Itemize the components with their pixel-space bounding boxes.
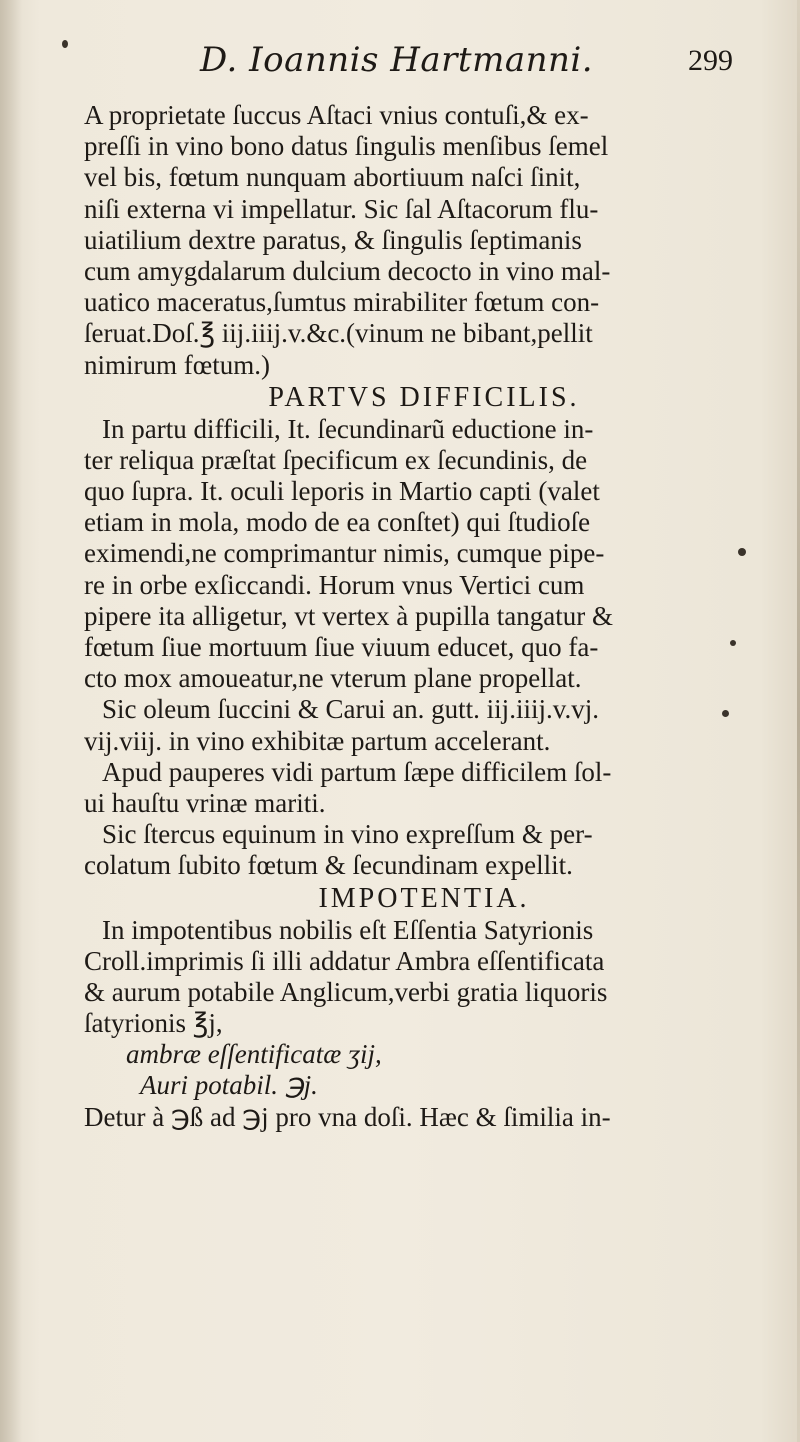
text-line: eximendi,ne comprimantur nimis, cumque pipe-: [84, 538, 605, 569]
formula-line: ambræ eſſentificatæ ʒij,: [126, 1039, 382, 1070]
text-line: pipere ita alligetur, vt vertex à pupilla tangatur &: [84, 600, 613, 631]
text-line: ſeruat.Doſ.℥ iij.iiij.v.&c.(vinum ne bibant,pellit: [84, 318, 593, 349]
text-line: In partu difficili, It. ſecundinarũ eductione in-: [102, 413, 594, 444]
text-line: A proprietate ſuccus Aſtaci vnius contuſi,& ex-: [84, 100, 589, 130]
text-line: uiatilium dextre paratus, & ſingulis ſeptimanis: [84, 224, 582, 255]
text-line: Detur à ℈ß ad ℈j pro vna doſi. Hæc & ſimilia in-: [84, 1101, 611, 1132]
text-line: ter reliqua præſtat ſpecificum ex ſecundinis, de: [84, 444, 588, 475]
text-line: & aurum potabile Anglicum,verbi gratia liquoris: [84, 976, 608, 1007]
text-line: Sic oleum ſuccini & Carui an. gutt. iij.iiij.v.vj.: [102, 694, 599, 725]
text-line: ui hauſtu vrinæ mariti.: [84, 787, 326, 818]
text-line: uatico maceratus,ſumtus mirabiliter fœtum con-: [84, 287, 600, 318]
text-line: cum amygdalarum dulcium decocto in vino mal-: [84, 255, 611, 286]
ink-speck: [62, 40, 68, 48]
text-line: Croll.imprimis ſi illi addatur Ambra eſſentificata: [84, 945, 605, 976]
formula-line: Auri potabil. ℈j.: [140, 1070, 318, 1101]
running-head: D. Ioannis Hartmanni.: [200, 40, 594, 80]
section-heading-impotentia: IMPOTENTIA.: [318, 882, 530, 914]
text-line: re in orbe exſiccandi. Horum vnus Vertici cum: [84, 569, 585, 600]
text-line: Sic ſtercus equinum in vino expreſſum & per-: [102, 819, 593, 850]
gutter-shadow: [0, 0, 22, 1442]
text-line: Apud pauperes vidi partum ſæpe difficilem ſol-: [102, 756, 612, 787]
text-line: quo ſupra. It. oculi leporis in Martio capti (valet: [84, 476, 600, 507]
page-header: [0, 40, 800, 90]
text-line: niſi externa vi impellatur. Sic ſal Aſtacorum flu-: [84, 193, 599, 224]
text-line: colatum ſubito fœtum & ſecundinam expellit.: [84, 850, 573, 881]
text-line: vel bis, fœtum nunquam abortiuum naſci ſinit,: [84, 162, 581, 193]
text-line: nimirum fœtum.): [84, 349, 270, 380]
text-line: cto mox amoueatur,ne vterum plane propellat.: [84, 663, 582, 694]
section-heading-partus-difficilis: PARTVS DIFFICILIS.: [268, 381, 580, 413]
ink-speck: [722, 710, 729, 717]
ink-speck: [738, 548, 746, 556]
text-line: preſſi in vino bono datus ſingulis menſibus ſemel: [84, 131, 609, 162]
text-line: vij.viij. in vino exhibitæ partum accelerant.: [84, 725, 551, 756]
text-line: In impotentibus nobilis eſt Eſſentia Satyrionis: [102, 914, 594, 945]
text-line: ſatyrionis ℥j,: [84, 1008, 223, 1039]
ink-speck: [730, 640, 736, 646]
page-number: 299: [688, 44, 733, 77]
text-line: fœtum ſiue mortuum ſiue viuum educet, quo fa-: [84, 632, 599, 662]
body-text: [84, 100, 764, 1133]
text-line: etiam in mola, modo de ea conſtet) qui ſtudioſe: [84, 507, 591, 538]
